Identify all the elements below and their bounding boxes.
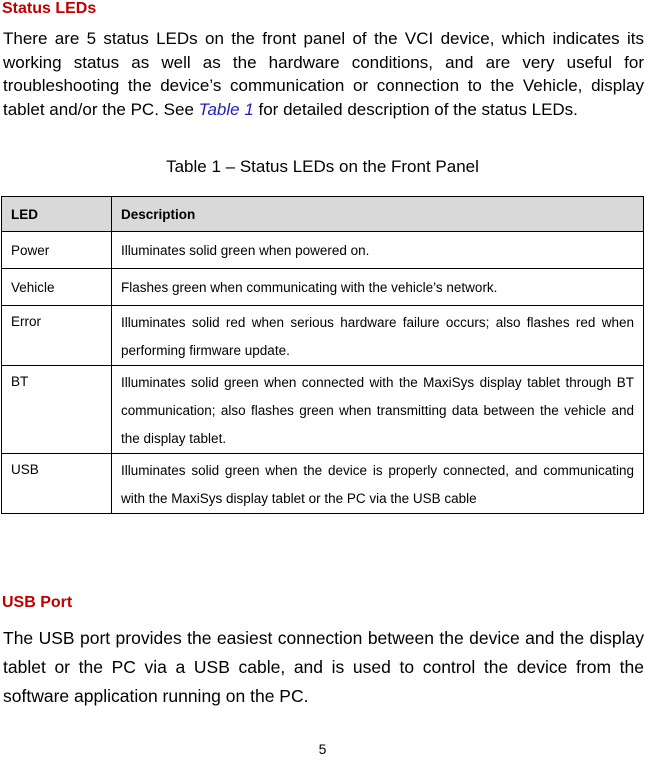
header-description: Description (112, 197, 644, 232)
table-header-row (2, 197, 644, 232)
table-caption: Table 1 – Status LEDs on the Front Panel (166, 157, 479, 176)
led-description: Illuminates solid green when powered on. (112, 232, 644, 269)
led-description: Illuminates solid green when the device is properly connected, and communicating with the MaxiSys display tablet or the PC via the USB cable (112, 454, 644, 514)
table-row (2, 232, 644, 269)
table-row (2, 454, 644, 514)
status-leds-paragraph (3, 27, 644, 121)
paragraph-text-end: for detailed description of the status LEDs. (253, 99, 578, 119)
led-description: Illuminates solid red when serious hardware failure occurs; also flashes red when performing firmware update. (112, 306, 644, 366)
table-row (2, 366, 644, 454)
led-name: Error (2, 306, 112, 366)
led-name: Power (2, 232, 112, 269)
section-heading-status-leds: Status LEDs (2, 0, 97, 17)
led-description: Illuminates solid green when connected with the MaxiSys display tablet through BT communication; also flashes green when transmitting data between the vehicle and the display tablet. (112, 366, 644, 454)
usb-port-paragraph: The USB port provides the easiest connection between the device and the display tablet or the PC via a USB cable, and is used to control the device from the software application running on the PC. (3, 628, 644, 706)
status-leds-table (1, 196, 644, 514)
table-row (2, 269, 644, 306)
page-number: 5 (318, 741, 327, 757)
header-led: LED (2, 197, 112, 232)
led-name: BT (2, 366, 112, 454)
table-row (2, 306, 644, 366)
section-heading-usb-port: USB Port (2, 594, 73, 611)
led-description: Flashes green when communicating with the vehicle’s network. (112, 269, 644, 306)
led-name: Vehicle (2, 269, 112, 306)
paragraph-text: There are 5 status LEDs on the front panel of the VCI device, which indicates its working status as well as the hardware conditions, and are very useful for troubleshooting the device’s communication or connection to the Vehicle, display tablet and/or the PC. See (3, 29, 644, 119)
table-reference-link[interactable]: Table 1 (198, 99, 254, 119)
led-name: USB (2, 454, 112, 514)
